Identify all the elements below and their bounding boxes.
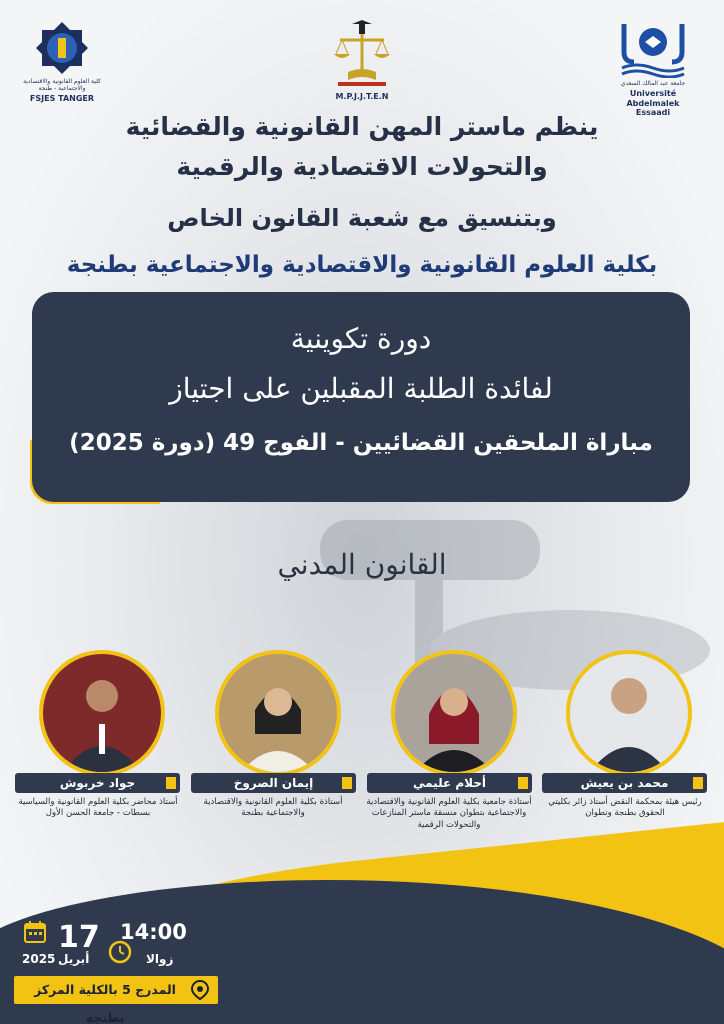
banner-exam-line: مباراة الملحقين القضائيين - الفوج 49 (دورة 2025) — [69, 430, 653, 456]
organizer-line-1: ينظم ماستر المهن القانونية والقضائية — [125, 112, 599, 141]
speaker-photo-2 — [391, 650, 517, 776]
event-time: 14:00 — [120, 920, 187, 944]
faculty-caption-ar: كلية العلوم القانونية والاقتصادية والاجتماعية - طنجة — [23, 78, 101, 93]
speaker-name-4: جواد خربوش — [15, 773, 180, 793]
speaker-photo-3 — [215, 650, 341, 776]
banner-subtitle: لفائدة الطلبة المقبلين على اجتياز — [169, 372, 553, 405]
faculty-logo — [22, 20, 102, 104]
banner-title: دورة تكوينية — [290, 322, 432, 355]
event-day: 17 — [58, 920, 100, 955]
scales-of-justice-icon — [332, 20, 392, 90]
university-caption-en: Université Abdelmalek Essaadi — [626, 89, 680, 118]
speaker-name-2: أحلام عليمي — [367, 773, 532, 793]
coordination-line: وبتنسيق مع شعبة القانون الخاص — [167, 204, 557, 232]
master-logo — [320, 20, 404, 102]
university-logo — [608, 18, 698, 118]
master-caption: M.P.J.J.T.E.N — [335, 92, 389, 101]
university-logo-icon — [618, 18, 688, 78]
faculty-emblem-icon — [34, 20, 90, 76]
faculty-line: بكلية العلوم القانونية والاقتصادية والاجتماعية بطنجة — [66, 252, 658, 278]
subject-title: القانون المدني — [277, 548, 447, 581]
speaker-photo-4 — [39, 650, 165, 776]
event-venue: المدرج 5 بالكلية المركز بطنجة — [14, 976, 218, 1004]
speaker-desc-4: أستاذ محاضر بكلية العلوم القانونية والسياسية بسطات - جامعة الحسن الأول — [18, 797, 178, 819]
speaker-desc-1: رئيس هيئة بمحكمة النقض أستاذ زائر بكليتي الحقوق بطنجة وتطوان — [548, 797, 702, 819]
university-caption-ar: جامعة عبد المالك السعدي — [620, 80, 686, 87]
speaker-photo-1 — [566, 650, 692, 776]
event-year: 2025 — [22, 952, 56, 966]
event-month: أبريل — [58, 952, 90, 966]
speaker-desc-3: أستاذة بكلية العلوم القانونية والاقتصادية والاجتماعية بطنجة — [203, 797, 343, 819]
speaker-name-3: إيمان الصروخ — [191, 773, 356, 793]
calendar-icon — [24, 921, 46, 943]
location-pin-icon — [190, 980, 210, 1000]
organizer-line-2: والتحولات الاقتصادية والرقمية — [176, 152, 548, 181]
speaker-desc-2: أستاذة جامعية بكلية العلوم القانونية والاقتصادية والاجتماعية بتطوان منسقة ماستر المنازعات والتحولات الرقمية — [366, 797, 532, 830]
speaker-name-1: محمد بن يعيش — [542, 773, 707, 793]
faculty-caption-en: FSJES TANGER — [29, 94, 95, 104]
course-banner — [32, 292, 690, 502]
event-time-suffix: زوالا — [146, 952, 174, 966]
